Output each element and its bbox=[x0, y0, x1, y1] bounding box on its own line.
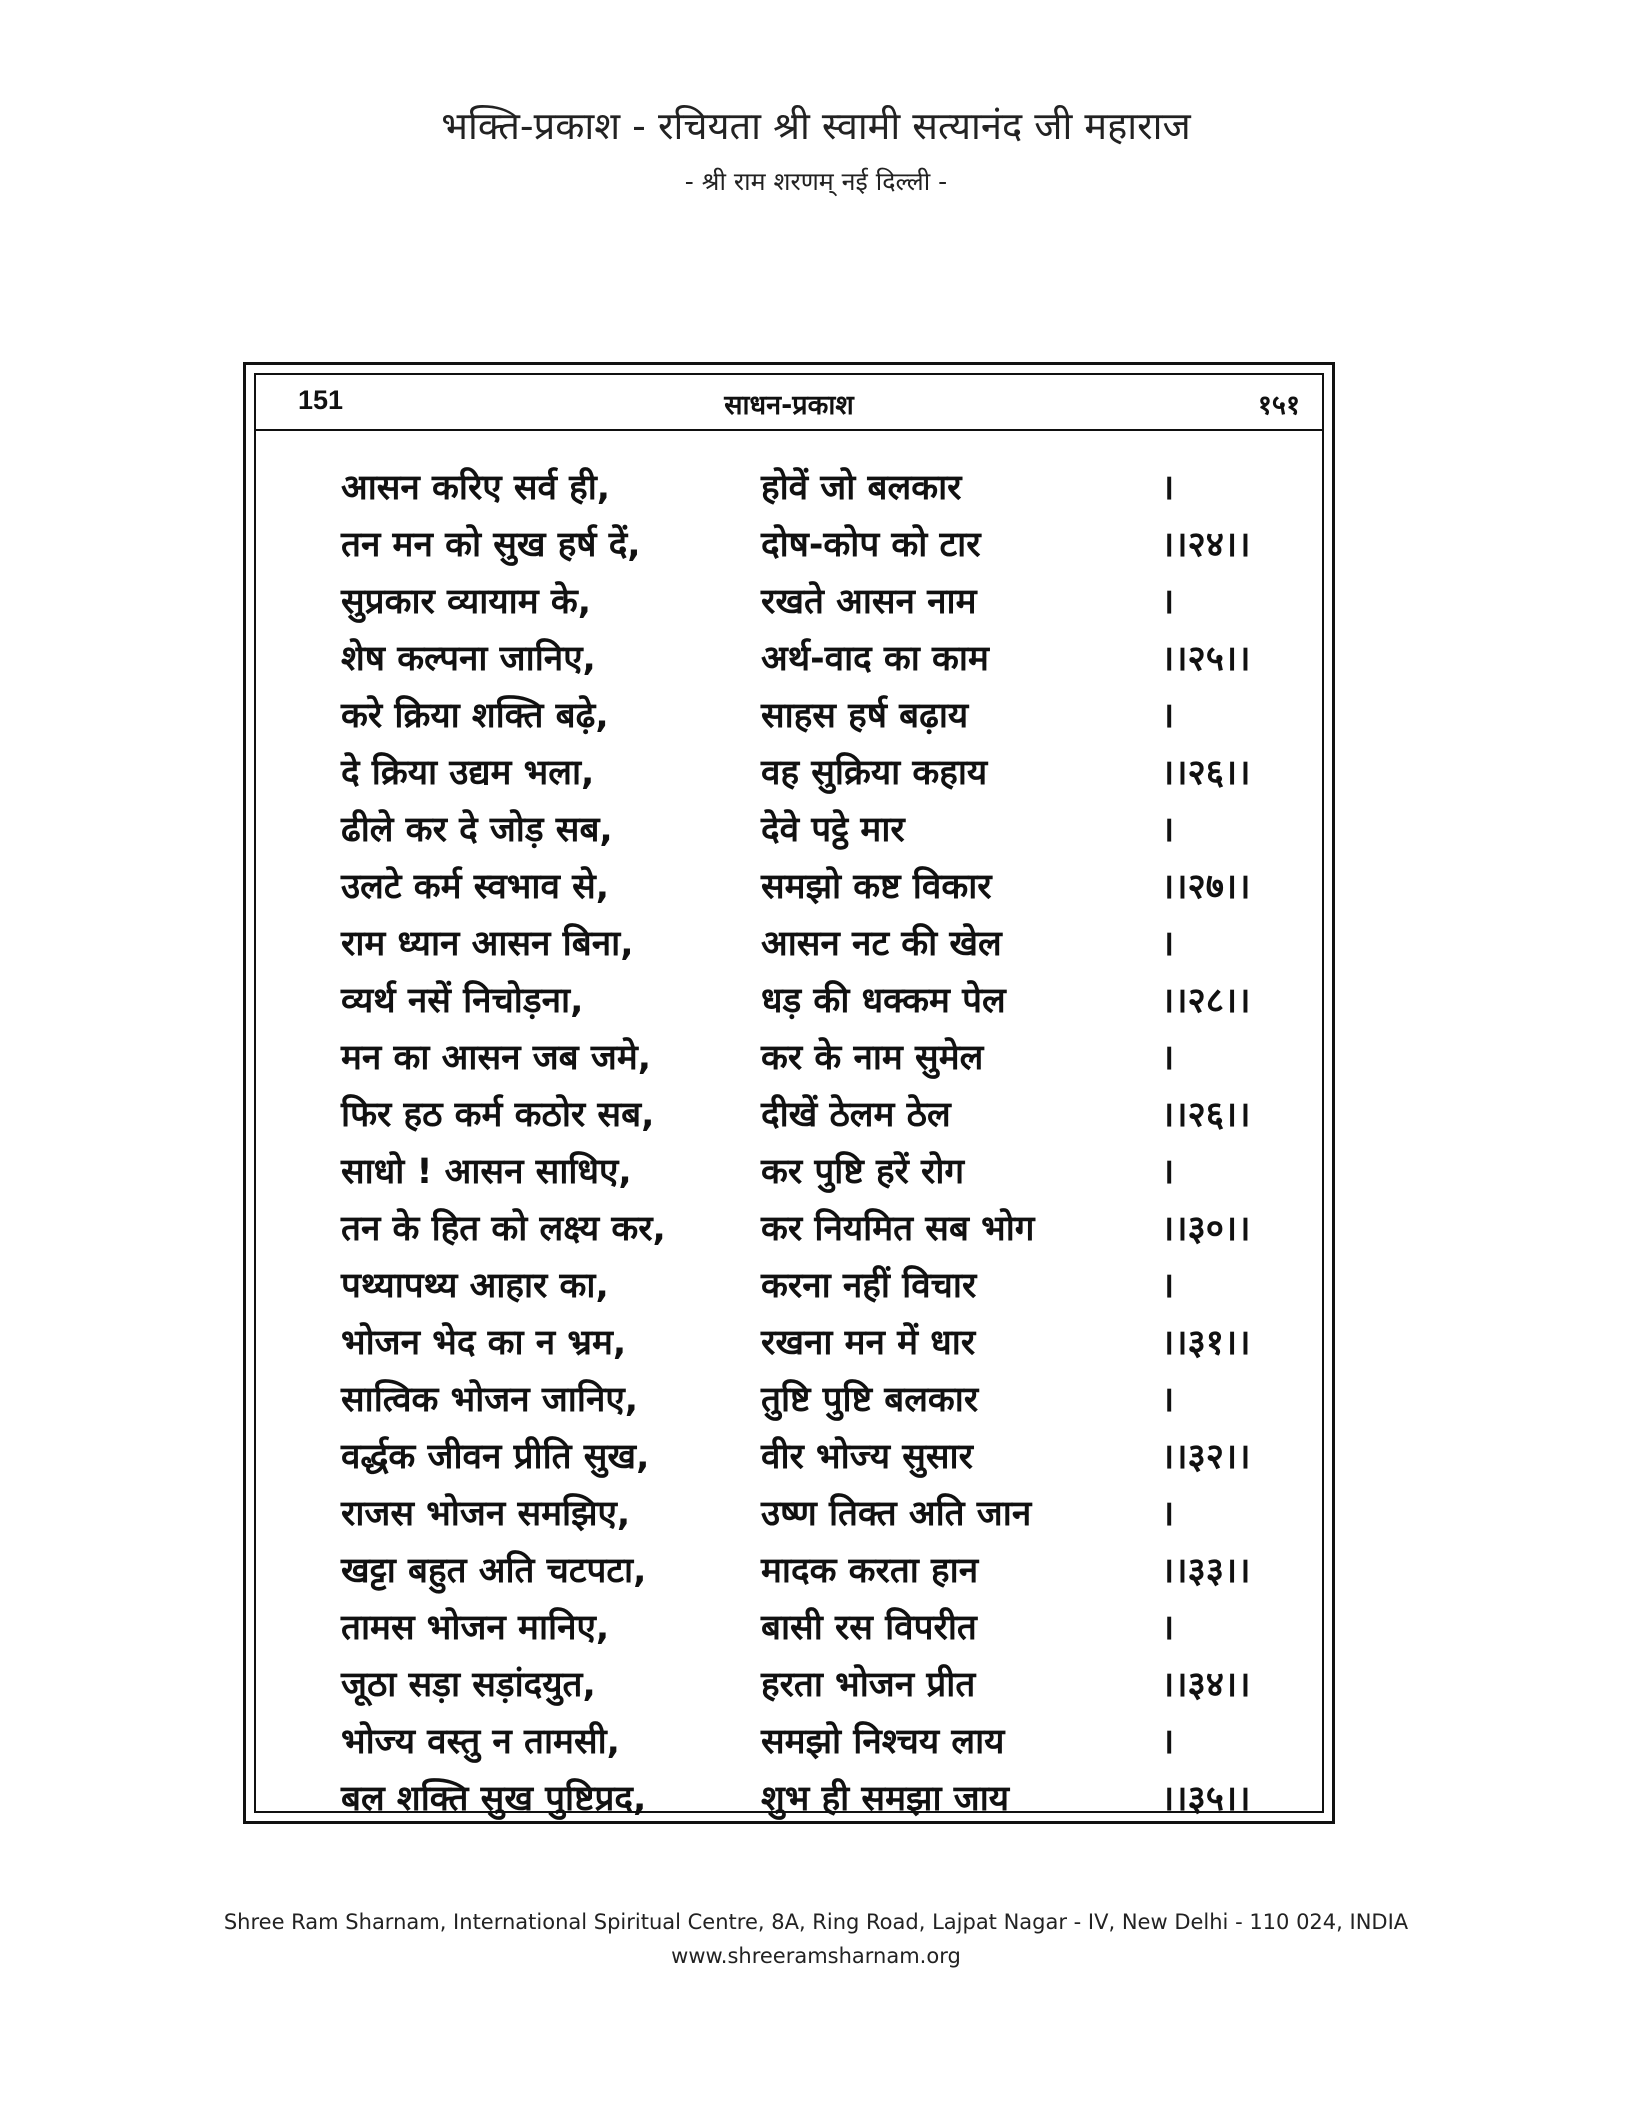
verse-second-half: शुभ ही समझा जाय bbox=[761, 1779, 1010, 1819]
verse-mark: ।।३५।। bbox=[1161, 1779, 1251, 1819]
verse-first-half: तन मन को सुख हर्ष दें, bbox=[341, 525, 641, 565]
verse-mark: ।।३४।। bbox=[1161, 1665, 1251, 1705]
verse-mark: ।।३१।। bbox=[1161, 1323, 1251, 1363]
verse-second-half: उष्ण तिक्त अति जान bbox=[761, 1494, 1032, 1534]
verse-mark: । bbox=[1161, 696, 1175, 736]
verse-line bbox=[341, 1660, 1282, 1717]
verse-first-half: आसन करिए सर्व ही, bbox=[341, 468, 611, 508]
book-subtitle: - श्री राम शरणम् नई दिल्ली - bbox=[684, 167, 948, 196]
verse-line bbox=[341, 1261, 1282, 1318]
verse-first-half: मन का आसन जब जमे, bbox=[341, 1038, 652, 1078]
verse-mark: ।।३०।। bbox=[1161, 1209, 1251, 1249]
verse-second-half: वह सुक्रिया कहाय bbox=[761, 753, 988, 793]
verse-first-half: सुप्रकार व्यायाम के, bbox=[341, 582, 592, 622]
verse-second-half: कर पुष्टि हरें रोग bbox=[761, 1152, 965, 1192]
verse-mark: । bbox=[1161, 924, 1175, 964]
verse-line bbox=[341, 1603, 1282, 1660]
verse-line bbox=[341, 1090, 1282, 1147]
footer-address: Shree Ram Sharnam, International Spiritual Centre, 8A, Ring Road, Lajpat Nagar - IV, New Delhi - 110 024, INDIA bbox=[223, 1910, 1409, 1934]
verse-mark: ।।२६।। bbox=[1161, 753, 1251, 793]
verse-line bbox=[341, 862, 1282, 919]
verse-first-half: तामस भोजन मानिए, bbox=[341, 1608, 610, 1648]
verse-line bbox=[341, 1774, 1282, 1831]
verse-second-half: मादक करता हान bbox=[761, 1551, 979, 1591]
verse-second-half: कर के नाम सुमेल bbox=[761, 1038, 984, 1078]
page-number-arabic: 151 bbox=[298, 385, 344, 415]
verse-mark: । bbox=[1161, 1152, 1175, 1192]
verse-second-half: धड़ की धक्कम पेल bbox=[761, 981, 1006, 1021]
verse-first-half: शेष कल्पना जानिए, bbox=[341, 639, 596, 679]
verse-second-half: देवे पट्ठे मार bbox=[761, 810, 905, 850]
verse-line bbox=[341, 1489, 1282, 1546]
section-title: साधन-प्रकाश bbox=[724, 390, 854, 421]
verse-first-half: वर्द्धक जीवन प्रीति सुख, bbox=[341, 1437, 650, 1477]
verse-mark: । bbox=[1161, 1722, 1175, 1762]
verse-first-half: दे क्रिया उद्यम भला, bbox=[341, 753, 595, 793]
verse-mark: । bbox=[1161, 468, 1175, 508]
verse-second-half: करना नहीं विचार bbox=[761, 1266, 977, 1306]
verse-first-half: भोजन भेद का न भ्रम, bbox=[341, 1323, 627, 1363]
verse-line bbox=[341, 919, 1282, 976]
verse-mark: ।।२४।। bbox=[1161, 525, 1251, 565]
verse-line bbox=[341, 520, 1282, 577]
verse-line bbox=[341, 577, 1282, 634]
verse-first-half: ढीले कर दे जोड़ सब, bbox=[341, 810, 613, 850]
footer-website: www.shreeramsharnam.org bbox=[671, 1944, 961, 1968]
verse-line bbox=[341, 976, 1282, 1033]
page-footer bbox=[0, 1905, 1632, 1973]
verse-mark: । bbox=[1161, 1038, 1175, 1078]
running-head bbox=[256, 375, 1322, 431]
verse-mark: ।।३३।। bbox=[1161, 1551, 1251, 1591]
verse-second-half: बासी रस विपरीत bbox=[761, 1608, 977, 1648]
verse-mark: ।।२७।। bbox=[1161, 867, 1251, 907]
page-number-devanagari: १५१ bbox=[1257, 390, 1300, 421]
verse-mark: । bbox=[1161, 1608, 1175, 1648]
verse-first-half: खट्टा बहुत अति चटपटा, bbox=[341, 1551, 647, 1591]
verse-second-half: समझो कष्ट विकार bbox=[761, 867, 992, 907]
verse-mark: । bbox=[1161, 1266, 1175, 1306]
verse-first-half: राम ध्यान आसन बिना, bbox=[341, 924, 634, 964]
verse-second-half: रखना मन में धार bbox=[761, 1323, 976, 1363]
verse-first-half: साधो ! आसन साधिए, bbox=[341, 1152, 632, 1192]
verse-first-half: राजस भोजन समझिए, bbox=[341, 1494, 631, 1534]
verse-second-half: होवें जो बलकार bbox=[761, 468, 962, 508]
verse-line bbox=[341, 1033, 1282, 1090]
page-frame-inner bbox=[254, 373, 1324, 1819]
book-title: भक्ति-प्रकाश - रचियता श्री स्वामी सत्यानंद जी महाराज bbox=[441, 104, 1191, 148]
verse-mark: । bbox=[1161, 1494, 1175, 1534]
verse-line bbox=[341, 1432, 1282, 1489]
verse-line bbox=[341, 1204, 1282, 1261]
verse-line bbox=[341, 1318, 1282, 1375]
verse-second-half: अर्थ-वाद का काम bbox=[761, 639, 989, 679]
verse-first-half: भोज्य वस्तु न तामसी, bbox=[341, 1722, 620, 1762]
verse-first-half: बल शक्ति सुख पुष्टिप्रद, bbox=[341, 1779, 647, 1819]
verse-second-half: तुष्टि पुष्टि बलकार bbox=[761, 1380, 979, 1420]
verse-line bbox=[341, 634, 1282, 691]
verse-first-half: व्यर्थ नसें निचोड़ना, bbox=[341, 981, 584, 1021]
verse-first-half: तन के हित को लक्ष्य कर, bbox=[341, 1209, 666, 1249]
verse-mark: । bbox=[1161, 1380, 1175, 1420]
verse-list bbox=[341, 463, 1282, 1831]
verse-first-half: पथ्यापथ्य आहार का, bbox=[341, 1266, 609, 1306]
verse-mark: । bbox=[1161, 810, 1175, 850]
verse-line bbox=[341, 748, 1282, 805]
verse-line bbox=[341, 463, 1282, 520]
page-frame bbox=[243, 362, 1335, 1824]
verse-second-half: साहस हर्ष बढ़ाय bbox=[761, 696, 969, 736]
page-header bbox=[0, 100, 1632, 202]
verse-line bbox=[341, 691, 1282, 748]
verse-second-half: हरता भोजन प्रीत bbox=[761, 1665, 976, 1705]
verse-second-half: समझो निश्चय लाय bbox=[761, 1722, 1005, 1762]
verse-first-half: जूठा सड़ा सड़ांदयुत, bbox=[341, 1665, 596, 1705]
verse-mark: । bbox=[1161, 582, 1175, 622]
verse-mark: ।।२५।। bbox=[1161, 639, 1251, 679]
verse-first-half: करे क्रिया शक्ति बढ़े, bbox=[341, 696, 609, 736]
verse-mark: ।।३२।। bbox=[1161, 1437, 1251, 1477]
verse-second-half: आसन नट की खेल bbox=[761, 924, 1002, 964]
verse-second-half: दोष-कोप को टार bbox=[761, 525, 981, 565]
verse-second-half: रखते आसन नाम bbox=[761, 582, 977, 622]
verse-mark: ।।२८।। bbox=[1161, 981, 1251, 1021]
verse-second-half: वीर भोज्य सुसार bbox=[761, 1437, 973, 1477]
verse-line bbox=[341, 1717, 1282, 1774]
verse-second-half: दीखें ठेलम ठेल bbox=[761, 1095, 951, 1135]
verse-first-half: फिर हठ कर्म कठोर सब, bbox=[341, 1095, 655, 1135]
verse-line bbox=[341, 1147, 1282, 1204]
verse-first-half: सात्विक भोजन जानिए, bbox=[341, 1380, 639, 1420]
verse-line bbox=[341, 1546, 1282, 1603]
verse-first-half: उलटे कर्म स्वभाव से, bbox=[341, 867, 610, 907]
verse-mark: ।।२६।। bbox=[1161, 1095, 1251, 1135]
verse-line bbox=[341, 805, 1282, 862]
verse-line bbox=[341, 1375, 1282, 1432]
verse-second-half: कर नियमित सब भोग bbox=[761, 1209, 1035, 1249]
